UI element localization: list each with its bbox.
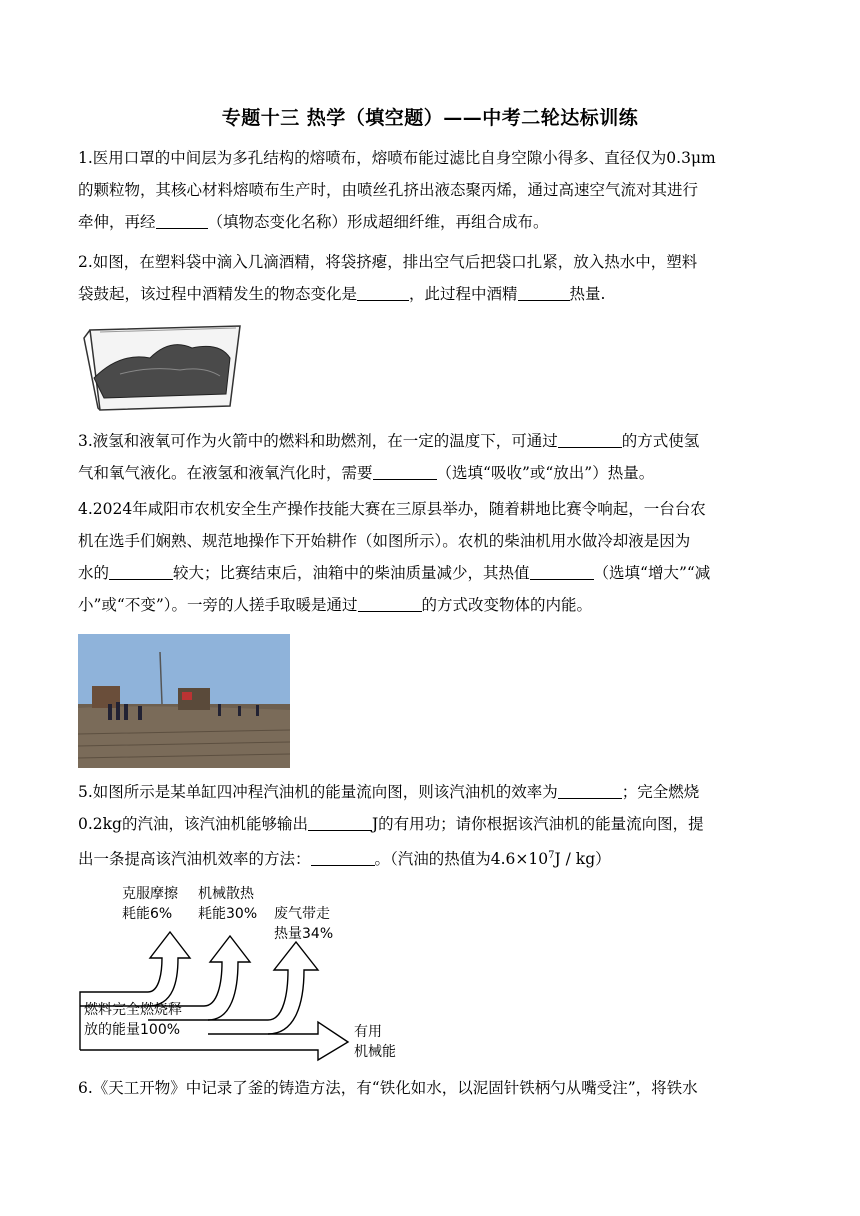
friction-loss-label-1: 克服摩擦 [122, 886, 178, 902]
farm-tractor-photo [78, 634, 290, 768]
page-title: 专题十三 热学（填空题）——中考二轮达标训练 [221, 107, 639, 129]
q4-line-4: 小”或“不变”）。一旁的人搓手取暖是通过 的方式改变物体的内能。 [78, 596, 593, 614]
answer-blank [358, 595, 422, 612]
q1-line-1: 1.医用口罩的中间层为多孔结构的熔喷布，熔喷布能过滤比自身空隙小得多、直径仅为0.3μm [78, 149, 716, 167]
answer-blank [109, 563, 173, 580]
answer-blank [373, 463, 437, 480]
q1-line-2: 的颗粒物，其核心材料熔喷布生产时，由喷丝孔挤出液态聚丙烯，通过高速空气流对其进行 [78, 181, 699, 199]
q2-line-2: 袋鼓起，该过程中酒精发生的物态变化是 ，此过程中酒精 热量. [78, 285, 606, 303]
plastic-bag-in-tray-image [80, 318, 250, 414]
q5-line-1: 5.如图所示是某单缸四冲程汽油机的能量流向图，则该汽油机的效率为 ；完全燃烧 [78, 783, 700, 801]
q1-line-3: 牵伸，再经 （填物态变化名称）形成超细纤维，再组合成布。 [78, 213, 549, 231]
heat-loss-label-2: 耗能30% [198, 906, 258, 922]
fuel-energy-label-2: 放的能量100% [84, 1022, 181, 1038]
answer-blank [357, 284, 409, 301]
energy-flow-diagram [78, 880, 418, 1066]
answer-blank [311, 849, 375, 866]
q3-line-1: 3.液氢和液氧可作为火箭中的燃料和助燃剂，在一定的温度下，可通过 的方式使氢 [78, 432, 700, 450]
useful-energy-label-2: 机械能 [354, 1044, 396, 1060]
exhaust-loss-label-2: 热量34% [274, 926, 334, 942]
answer-blank [308, 814, 372, 831]
q4-line-2: 机在选手们娴熟、规范地操作下开始耕作（如图所示）。农机的柴油机用水做冷却液是因为 [78, 532, 691, 550]
question-4 [78, 493, 784, 621]
answer-blank [558, 431, 622, 448]
answer-blank [156, 212, 208, 229]
q2-line-1: 2.如图，在塑料袋中滴入几滴酒精，将袋挤瘪，排出空气后把袋口扎紧，放入热水中，塑料 [78, 253, 698, 271]
answer-blank [530, 563, 594, 580]
heat-loss-label-1: 机械散热 [198, 886, 254, 902]
answer-blank [518, 284, 570, 301]
exhaust-loss-label-1: 废气带走 [274, 906, 330, 922]
q5-line-3: 出一条提高该汽油机效率的方法： 。（汽油的热值为$4.6\times 10^7J / kg$） [78, 850, 611, 868]
q6-line-1: 6.《天工开物》中记录了釜的铸造方法，有“铁化如水，以泥固针铁柄勺从嘴受注”，将铁水 [78, 1079, 698, 1097]
fuel-energy-label-1: 燃料完全燃烧释 [84, 1002, 182, 1018]
friction-loss-label-2: 耗能6% [122, 906, 173, 922]
q4-line-3: 水的 较大；比赛结束后，油箱中的柴油质量减少，其热值 （选填“增大”“减 [78, 564, 711, 582]
question-2 [78, 246, 784, 310]
q3-line-2: 气和氧气液化。在液氢和液氧汽化时，需要 （选填“吸收”或“放出”）热量。 [78, 464, 655, 482]
useful-energy-label-1: 有用 [354, 1024, 382, 1040]
question-3 [78, 425, 784, 489]
q4-line-1: 4.2024年咸阳市农机安全生产操作技能大赛在三原县举办，随着耕地比赛令响起，一台台农 [78, 500, 706, 518]
question-5 [78, 776, 784, 875]
question-1 [78, 142, 784, 238]
q5-line-2: 0.2kg的汽油，该汽油机能够输出 J的有用功；请你根据该汽油机的能量流向图，提 [78, 815, 704, 833]
answer-blank [558, 782, 622, 799]
question-6 [78, 1072, 784, 1104]
